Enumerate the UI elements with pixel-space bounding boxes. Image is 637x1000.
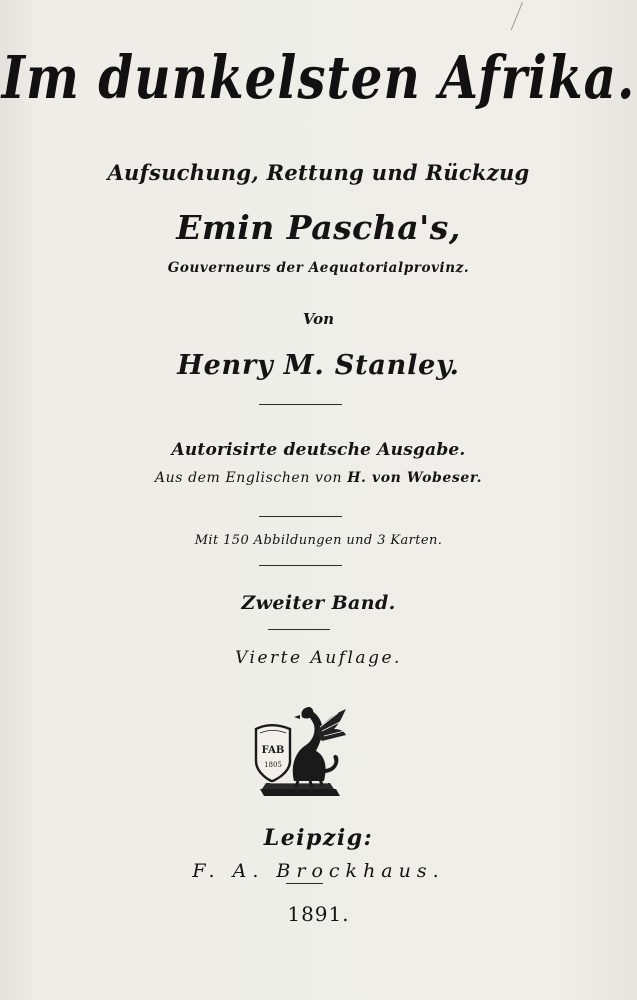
publication-year: 1891.	[287, 902, 350, 926]
printing-label: Vierte Auflage.	[235, 648, 402, 668]
publication-place: Leipzig:	[263, 825, 374, 851]
edition-note: Autorisirte deutsche Ausgabe.	[171, 440, 466, 460]
translator-name: H. von Wobeser.	[347, 470, 483, 486]
shield-year: 1805	[264, 761, 282, 769]
by-label: Von	[302, 310, 335, 328]
publisher-name: F. A. Brockhaus.	[192, 860, 445, 882]
divider-rule	[259, 565, 342, 566]
volume-label: Zweiter Band.	[241, 592, 396, 614]
divider-rule	[259, 516, 342, 517]
subject-name: Emin Pascha's,	[176, 208, 461, 247]
main-title: Im dunkelsten Afrika.	[1, 42, 636, 113]
author-name: Henry M. Stanley.	[177, 350, 460, 381]
translation-prefix: Aus dem Englischen von	[154, 470, 348, 486]
margin-scratch-mark	[511, 2, 523, 30]
subtitle: Aufsuchung, Rettung und Rückzug	[107, 160, 530, 185]
divider-rule	[268, 629, 330, 630]
shield-monogram: FAB	[261, 745, 285, 756]
divider-rule	[286, 883, 323, 884]
translation-note	[0, 470, 637, 486]
griffin-shield-publisher-mark-icon	[250, 703, 350, 801]
divider-rule	[259, 404, 342, 405]
subject-role: Gouverneurs der Aequatorialprovinz.	[167, 260, 470, 276]
illustrations-note: Mit 150 Abbildungen und 3 Karten.	[194, 533, 443, 548]
